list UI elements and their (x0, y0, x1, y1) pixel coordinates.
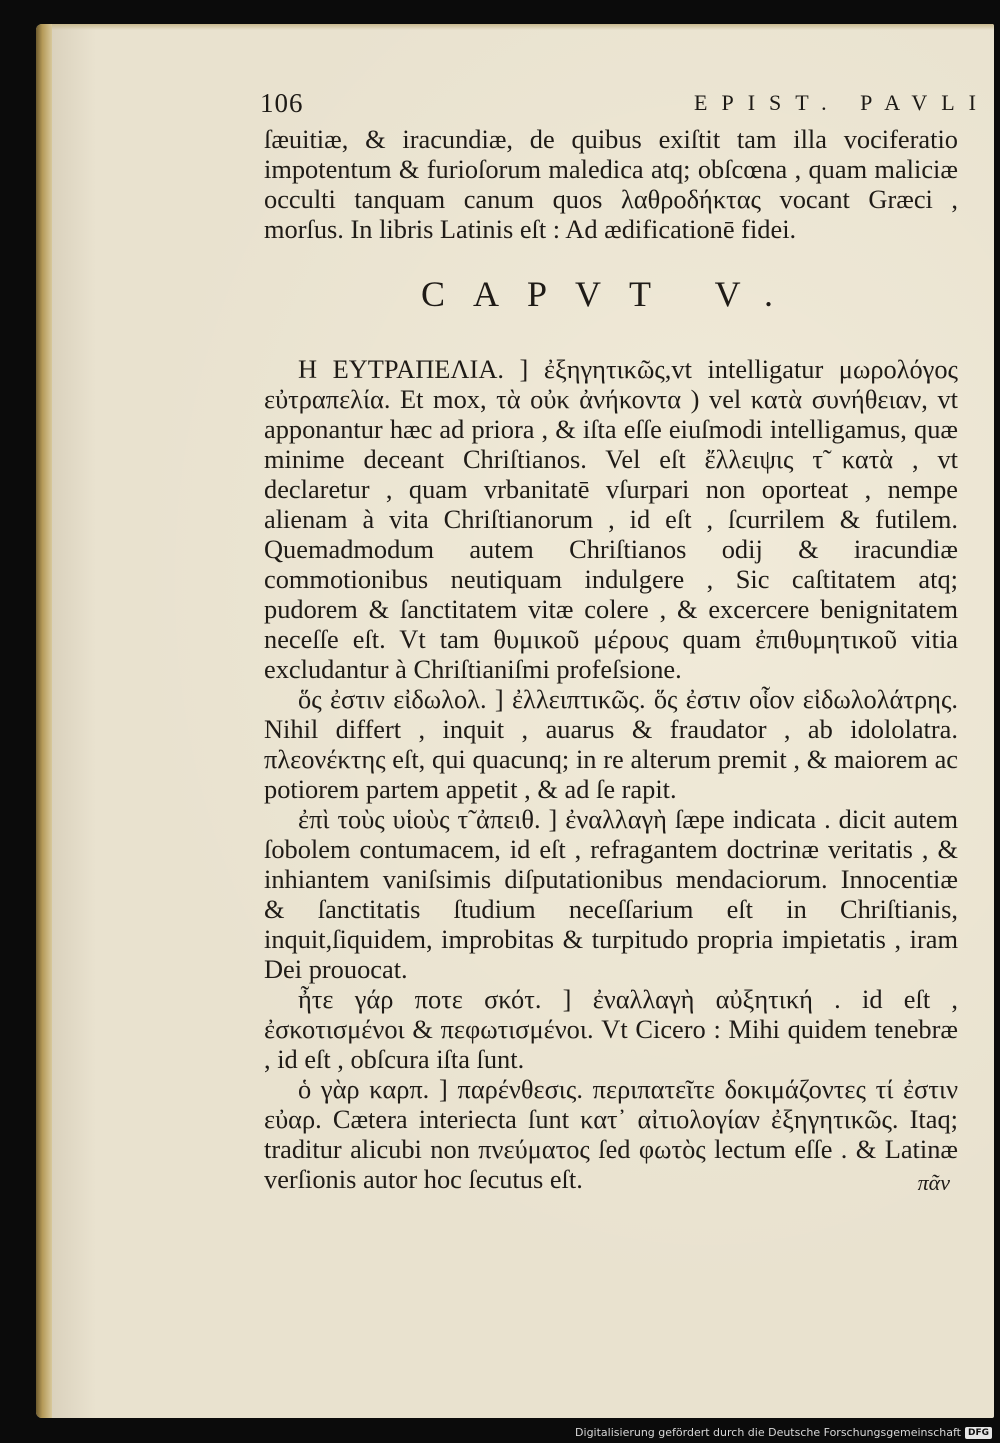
page-number: 106 (260, 88, 304, 118)
page-top-edge (52, 24, 994, 30)
body-text (264, 124, 958, 1194)
catchword: πᾶν (917, 1170, 950, 1195)
paragraph-6: ὁ γὰρ καρπ. ] παρένθεσις. περιπατεῖτε δοκιμάζοντες τί ἐστιν εὐαρ. Cætera interiecta ſunt κατ᾽ αἰτιολογίαν ἐξηγητικῶς. Itaq; traditur alicubi non πνεύματος ſed φωτὸς lectum eſſe . & Latinæ verſionis autor hoc ſecutus eſt. (264, 1074, 958, 1194)
running-head: EPIST. PAVLI (694, 90, 990, 115)
paragraph-2: Η ΕΥΤΡΑΠΕΛΙΑ. ] ἐξηγητικῶς,vt intelligatur μωρολόγος εὐτραπελία. Et mox, τὰ οὐκ ἀνήκοντα ) vel κατὰ συνήθειαν, vt apponantur hæc ad priora , & iſta eſſe eiuſmodi intelligamus, quæ minime deceant Chriſtianos. Vel eſt ἔλλειψις τ̃ κατὰ , vt declaretur , quam vrbanitatē vſurpari non oporteat , nempe alienam à vita Chriſtianorum , id eſt , ſcurrilem & futilem. Quemadmodum autem Chriſtianos odij & iracundiæ commotionibus neutiquam indulgere , Sic caſtitatem atq; pudorem & ſanctitatem vitæ colere , & excercere benignitatem neceſſe eſt. Vt tam θυμικοῦ μέρους quam ἐπιθυμητικοῦ vitia excludantur à Chriſtianiſmi profeſsione. (264, 354, 958, 684)
digitization-footer (575, 1426, 992, 1439)
paragraph-5: ἦτε γάρ ποτε σκότ. ] ἐναλλαγὴ αὐξητική . id eſt , ἐσκοτισμένοι & πεφωτισμένοι. Vt Cicero : Mihi quidem tenebræ , id eſt , obſcura iſta ſunt. (264, 984, 958, 1074)
chapter-title: CAPVT V. (420, 274, 802, 314)
dfg-logo-icon: DFG (965, 1427, 992, 1439)
page-edge (36, 24, 52, 1418)
footer-credit: Digitalisierung gefördert durch die Deutsche Forschungsgemeinschaft (575, 1426, 961, 1439)
paragraph-3: ὅς ἐστιν εἰδωλολ. ] ἐλλειπτικῶς. ὅς ἐστιν οἷον εἰδωλολάτρης. Nihil differt , inquit , auarus & fraudator , ab idololatra. πλεονέκτης eſt, qui quacunq; in re alterum premit , & maiorem ac potiorem partem appetit , & ad ſe rapit. (264, 684, 958, 804)
paragraph-4: ἐπὶ τοὺς υἱοὺς τ̃ ἀπειθ. ] ἐναλλαγὴ ſæpe indicata . dicit autem ſobolem contumacem, id eſt , refragantem doctrinæ veritatis , & inhiantem vaniſsimis diſputationibus mendaciorum. Innocentiæ & ſanctitatis ſtudium neceſſarium eſt in Chriſtianis, inquit,ſiquidem, improbitas & turpitudo propria impietatis , iram Dei prouocat. (264, 804, 958, 984)
paragraph-1: ſæuitiæ, & iracundiæ, de quibus exiſtit tam illa vociferatio impotentum & furioſorum maledica atq; obſcœna , quam maliciæ occulti tanquam canum quos λαθροδήκτας vocant Græci , morſus. In libris Latinis eſt : Ad ædificationē fidei. (264, 124, 958, 244)
book-page (36, 24, 994, 1418)
